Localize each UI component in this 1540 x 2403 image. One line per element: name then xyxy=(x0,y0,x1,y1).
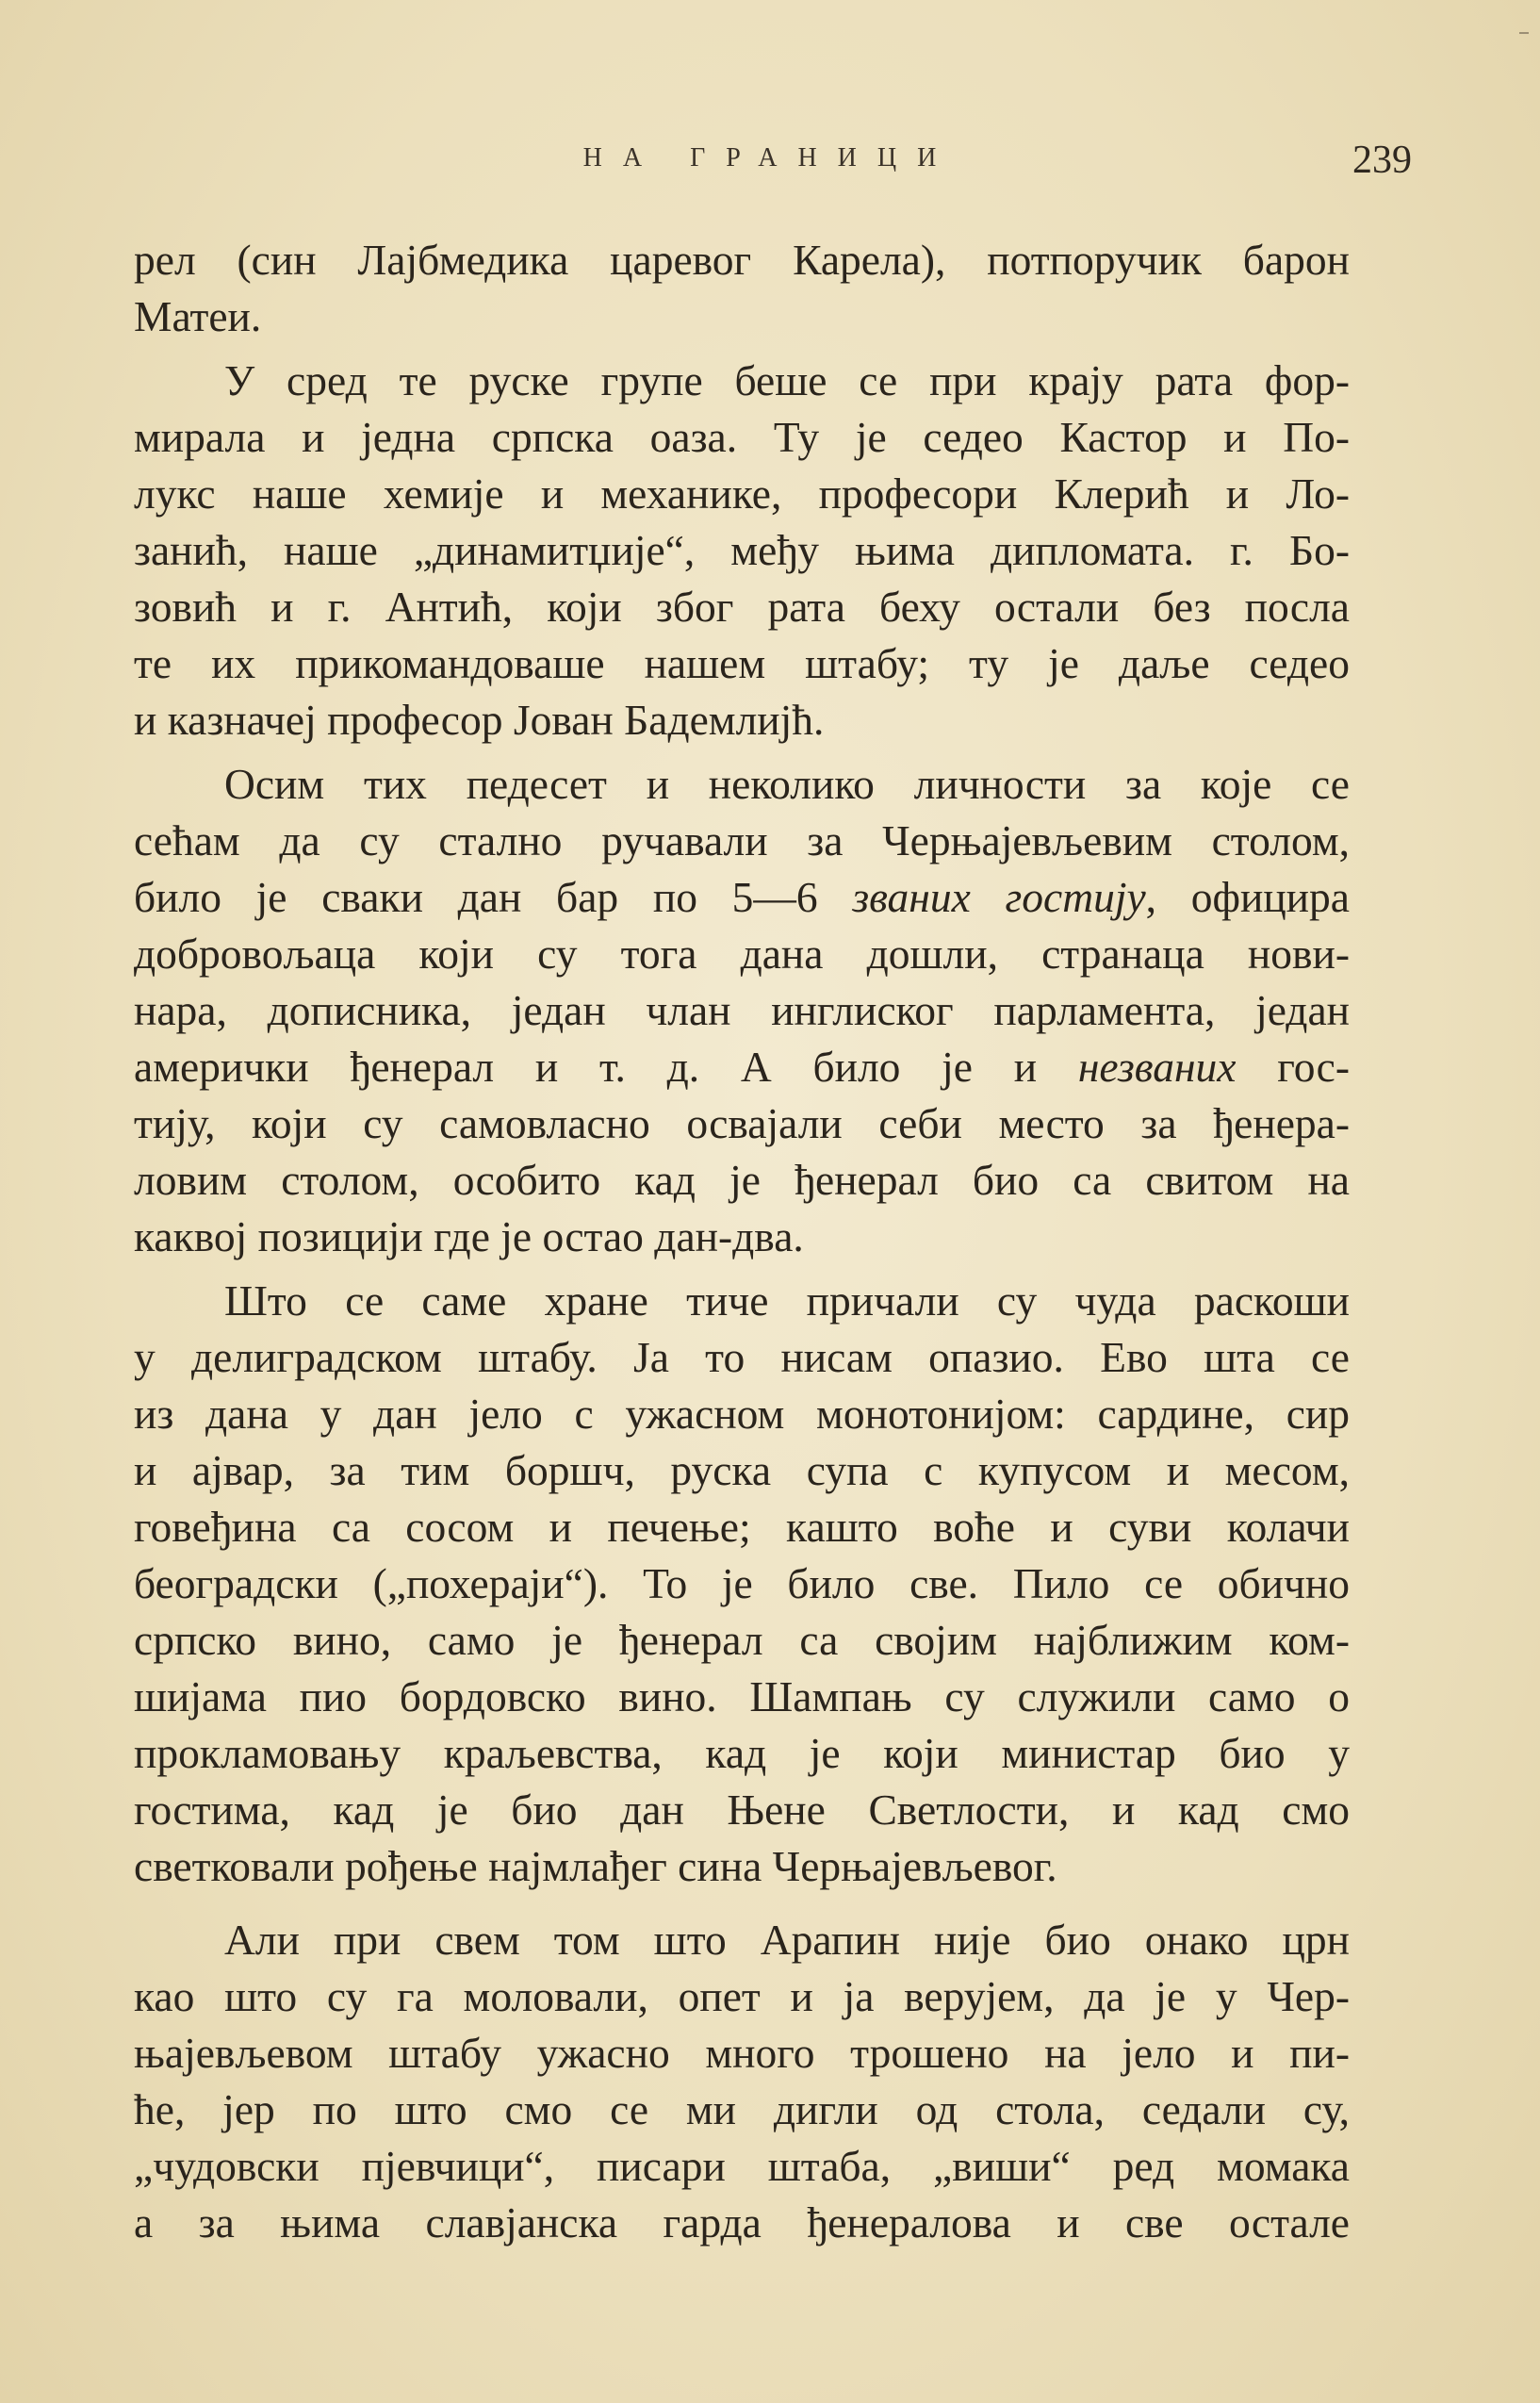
text-line: у делиградском штабу. Ја то нисам опазио. Ево шта се xyxy=(134,1333,1350,1381)
text-line: и ајвар, за тим боршч, руска супа с купусом и месом, xyxy=(134,1446,1350,1494)
text-line: „чудовски пјевчици“, писари штаба, „виши“ ред момака xyxy=(134,2142,1350,2190)
text-line: њајевљевом штабу ужасно много трошено на јело и пи- xyxy=(134,2029,1350,2077)
page-edge-mark xyxy=(1519,32,1529,34)
text-line: шијама пио бордовско вино. Шампањ су служили само о xyxy=(134,1672,1350,1720)
emphasis: званих гостију xyxy=(852,873,1146,921)
paragraph xyxy=(134,1273,1350,1895)
page-number: 239 xyxy=(1352,139,1412,182)
text-line: ловим столом, особито кад је ђенерал био са свитом на xyxy=(134,1156,1350,1204)
paragraph xyxy=(134,756,1350,1265)
text-line: рел (син Лајбмедика царевог Карела), потпоручик барон xyxy=(134,236,1350,284)
text-line: Матеи. xyxy=(134,292,262,340)
text-line: Али при свем том што Арапин није био онако црн xyxy=(224,1916,1350,1964)
text-line: као што су га моловали, опет и ја верујем, да је у Чер- xyxy=(134,1972,1350,2020)
text-line: Осим тих педесет и неколико личности за које се xyxy=(224,760,1350,808)
text-line: каквој позицији где је остао дан-два. xyxy=(134,1212,804,1260)
text-line: те их прикомандоваше нашем штабу; ту је даље седео xyxy=(134,639,1350,687)
text-line: и казначеј професор Јован Бадемлијћ. xyxy=(134,696,825,744)
text-line: светковали рођење најмлађег сина Черњајевљевог. xyxy=(134,1842,1057,1890)
page-header xyxy=(132,138,1412,185)
text-line: мирала и једна српска оаза. Ту је седео Кастор и По- xyxy=(134,413,1350,461)
text-line: зовић и г. Антић, који због рата беху остали без посла xyxy=(134,583,1350,631)
text-line: добровољаца који су тога дана дошли, странаца нови- xyxy=(134,930,1350,978)
paragraph xyxy=(134,353,1350,749)
text-line: лукс наше хемије и механике, професори Клерић и Ло- xyxy=(134,469,1350,518)
text-line: било је сваки дан бар по 5—6 званих гостију, официра xyxy=(134,873,1350,921)
text-line: амерички ђенерал и т. д. А било је и незваних гос- xyxy=(134,1043,1350,1091)
text-line: нара, дописника, један члан инглиског парламента, један xyxy=(134,986,1350,1034)
text-body xyxy=(134,232,1350,2251)
text-line: Што се саме хране тиче причали су чуда раскоши xyxy=(224,1276,1350,1325)
text-line: У сред те руске групе беше се при крају рата фор- xyxy=(224,356,1350,404)
running-head: НА ГРАНИЦИ xyxy=(582,143,958,173)
text-line: гостима, кад је био дан Њене Светлости, и кад смо xyxy=(134,1786,1350,1834)
text-line: српско вино, само је ђенерал са својим најближим ком- xyxy=(134,1616,1350,1664)
text-line: занић, наше „динамитџије“, међу њима дипломата. г. Бо- xyxy=(134,526,1350,574)
text-line: београдски („похераји“). То је било све. Пило се обично xyxy=(134,1559,1350,1607)
paragraph xyxy=(134,1912,1350,2251)
text-line: прокламовању краљевства, кад је који министар био у xyxy=(134,1729,1350,1777)
text-line: а за њима славјанска гарда ђенералова и све остале xyxy=(134,2198,1350,2247)
emphasis: незваних xyxy=(1077,1043,1237,1091)
text-line: ће, јер по што смо се ми дигли од стола, седали су, xyxy=(134,2085,1350,2133)
text-line: тију, који су самовласно освајали себи место за ђенера- xyxy=(134,1099,1350,1147)
text-line: говеђина са сосом и печење; кашто воће и суви колачи xyxy=(134,1503,1350,1551)
text-line: из дана у дан јело с ужасном монотонијом: сардине, сир xyxy=(134,1390,1350,1438)
text-line: сећам да су стално ручавали за Черњајевљевим столом, xyxy=(134,816,1350,864)
paragraph xyxy=(134,232,1350,345)
